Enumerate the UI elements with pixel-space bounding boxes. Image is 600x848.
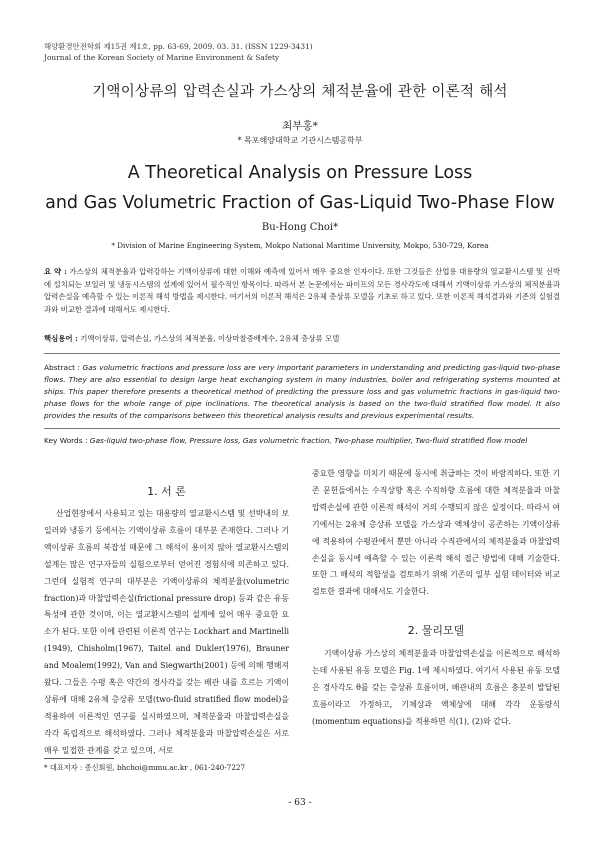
english-affiliation: * Division of Marine Engineering System, Mokpo National Maritime University, Mokpo, 530-729, Korea [111,241,489,250]
english-keywords-text: Gas-liquid two-phase flow, Pressure loss, Gas volumetric fraction, Two-phase multiplier, Two-fluid stratified flow model [89,436,528,445]
english-title-line1: A Theoretical Analysis on Pressure Loss [127,163,473,183]
intro-column [44,506,289,760]
model-column [312,646,560,731]
english-abstract-label: Abstract : [44,363,80,372]
english-abstract-text: Gas volumetric fractions and pressure loss are very important parameters in understanding and predicting gas-liquid two-phase flows. They are also essential to design large heat exchanging system in many industries, boiler and refrigerating systems mounted at ships. This paper therefore presents a theoretical method of predicting the pressure loss and gas volumetric fractions in gas-liquid two-phase flows for the whole range of pipe inclinations. The theoretical analysis is based on the two-fluid stratified flow model. It also provides the results of the comparisons between this theoretical analysis results and previous experimental results. [44,363,560,420]
korean-abstract-text: 가스상의 체적분율과 압력강하는 기액이상류에 대한 이해와 예측에 있어서 매우 중요한 인자이다. 또한 그것들은 산업용 대용량의 열교환시스템 및 선박에 설치되는 보일러 및 냉동시스템의 설계에 있어서 필수적인 항목이다. 따라서 본 논문에서는 파이프의 모든 경사각도에 대해서 기액이상류 가스상의 체적분율과 압력손실을 예측할 수 있는 이론적 해석 방법을 제시한다. 여기서의 이론적 해석은 2유체 층상류 모델을 기초로 하고 있다. 또한 이론적 해석결과와 기존의 실험결과와 비교한 결과에 대해서도 제시한다. [44,267,560,314]
korean-keywords-text: 기액이상류, 압력손실, 가스상의 체적분율, 이상마찰증배계수, 2유체 층상류 모델 [80,334,340,343]
section-model-title: 2. 물리모델 [407,624,465,637]
english-abstract [44,362,560,422]
korean-abstract [44,266,560,316]
korean-title: 기액이상류의 압력손실과 가스상의 체적분율에 관한 이론적 해석 [92,84,508,100]
page-number: - 63 - [288,798,312,808]
model-paragraph-1: 기액이상류 가스상의 체적분율과 마찰압력손실을 이론적으로 해석하는데 사용된 유동 모델은 Fig. 1에 제시하였다. 여기서 사용된 유동 모델은 경사각도 θ를 갖는 층상류 흐름이며, 배관내의 흐름은 충분히 발달된 흐름이라고 가정하고, 기체상과 액체상에 대해 각각 운동량식(momentum equations)을 적용하면 식(1), (2)와 같다. [312,649,560,726]
journal-info-korean: 해양환경안전학회 제15권 제1호, pp. 63-69, 2009. 03. 31. (ISSN 1229-3431) [44,42,313,51]
divider-top [44,353,560,354]
english-author: Bu-Hong Choi* [261,222,339,233]
journal-info-english: Journal of the Korean Society of Marine Environment & Safety [44,52,280,62]
right-column [312,466,560,601]
english-keywords-label: Key Words : [44,436,88,445]
journal-header [44,42,313,63]
english-keywords [44,436,560,445]
english-title-line2: and Gas Volumetric Fraction of Gas-Liquid Two-Phase Flow [45,193,555,213]
korean-keywords-label: 핵심용어 : [44,334,78,343]
intro-paragraph-1: 산업현장에서 사용되고 있는 대용량의 열교환시스템 및 선박내의 보일러와 냉동기 등에서는 기액이상류 흐름이 대부분 존재한다. 그러나 기액이상류 흐름의 복잡성 때문에 그 해석이 용이치 않아 열교환시스템의 설계는 많은 연구자들의 실험으로부터 얻어진 경험식에 의존하고 있다. 그런데 실험적 연구의 대부분은 기액이상류의 체적분율(volumetric fraction)과 마찰압력손실(frictional pressure drop) 등과 같은 유동특성에 관한 것이며, 이는 열교환시스템의 설계에 있어 매우 중요한 요소가 된다. 또한 이에 관련된 이론적 연구는 Lockhart and Martinelli (1949), Chisholm(1967), Taitel and Dukler(1976), Brauner and Moalem(1992), Van and Siegwarth(2001) 등에 의해 행해져 왔다. 그들은 수평 혹은 약간의 경사각을 갖는 배관 내를 흐르는 기액이상류에 대해 2유체 층상류 모델(two-fluid stratified flow model)을 적용하여 이론적인 연구를 실시하였으며, 체적분율과 마찰압력손실을 각각 독립적으로 해석하였다. 그러나 체적분율과 마찰압력손실은 서로 매우 밀접한 관계를 갖고 있으며, 서로 [44,509,289,755]
footnote: * 대표저자 : 종신회원, bhchoi@mmu.ac.kr , 061-240-7227 [44,763,246,772]
korean-author: 최부홍* [282,120,318,132]
english-title [0,158,600,218]
footnote-rule [44,758,114,759]
intro-paragraph-2: 중요한 영향을 미치기 때문에 동시에 취급하는 것이 바람직하다. 또한 기존 문헌들에서는 수직상향 혹은 수직하향 흐름에 대한 체적분율과 마찰압력손실에 관한 이론적 해석이 거의 수행되지 않은 실정이다. 따라서 여기에서는 2유체 층상류 모델을 가스상과 액체상이 공존하는 기액이상류에 적용하여 수평관에서 뿐만 아니라 수직관에서의 체적분율과 마찰압력손실을 동시에 예측할 수 있는 이론적 해석 접근 방법에 대해 기술한다. 또한 그 해석의 적합성을 검토하기 위해 기존의 일부 실험 데이터와 비교 검토한 결과에 대해서도 기술한다. [312,469,560,597]
divider-middle [44,428,560,429]
korean-affiliation: * 목포해양대학교 기관시스템공학부 [237,136,363,145]
korean-keywords [44,333,560,344]
korean-abstract-label: 요 약 : [44,267,67,276]
section-intro-title: 1. 서 론 [147,485,186,498]
